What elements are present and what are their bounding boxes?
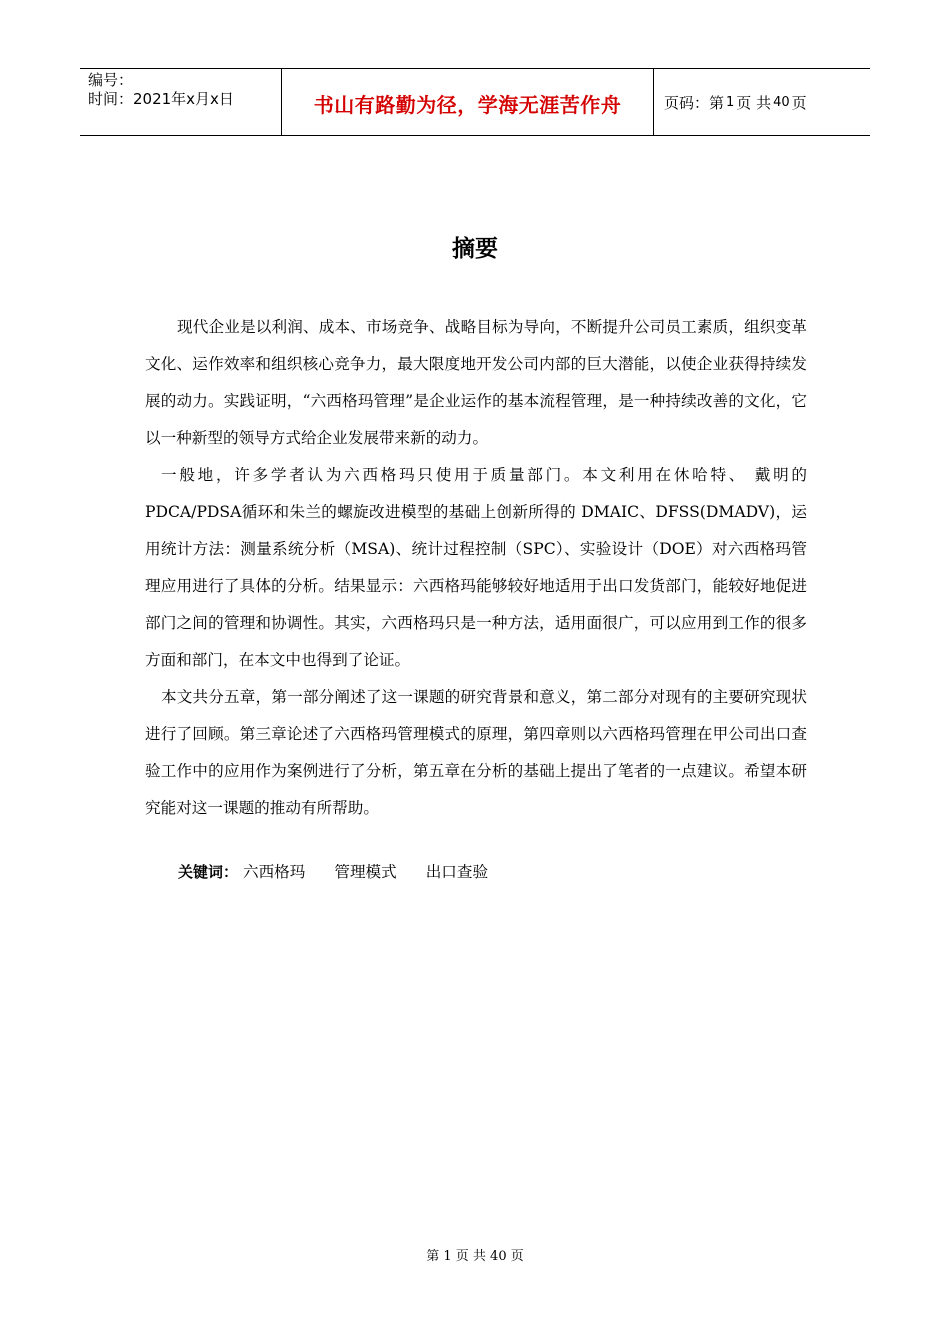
document-time: 时间：2021年x月x日 <box>88 90 234 108</box>
keyword-item: 管理模式 <box>334 863 397 881</box>
page-suffix: 页 <box>791 93 807 112</box>
header-page-info <box>654 69 870 135</box>
page-current: 1 <box>726 94 735 110</box>
header-motto: 书山有路勤为径，学海无涯苦作舟 <box>313 92 622 117</box>
keyword-item: 出口查验 <box>425 863 489 881</box>
page-total: 40 <box>773 94 790 110</box>
page-footer: 第 1 页 共 40 页 <box>426 1249 524 1264</box>
abstract-paragraph-2: 一般地，许多学者认为六西格玛只使用于质量部门。本文利用在休哈特、 戴明的PDCA/PDSA循环和朱兰的螺旋改进模型的基础上创新所得的 DMAIC、DFSS(DMADV)，运用统计方法：测量系统分析（MSA)、统计过程控制（SPC）、实验设计（DOE）对六西格玛管理应用进行了具体的分析。结果显示：六西格玛能够较好地适用于出口发货部门，能较好地促进部门之间的管理和协调性。其实，六西格玛只是一种方法，适用面很广，可以应用到工作的很多方面和部门，在本文中也得到了论证。 <box>145 466 807 669</box>
abstract-body <box>145 309 807 827</box>
keywords-label: 关键词： <box>178 863 239 881</box>
page-middle: 页 共 <box>736 93 772 112</box>
header-meta <box>80 69 281 135</box>
abstract-paragraph-1: 现代企业是以利润、成本、市场竞争、战略目标为导向，不断提升公司员工素质，组织变革文化、运作效率和组织核心竞争力，最大限度地开发公司内部的巨大潜能，以使企业获得持续发展的动力。实践证明，“六西格玛管理”是企业运作的基本流程管理，是一种持续改善的文化，它以一种新型的领导方式给企业发展带来新的动力。 <box>145 318 807 447</box>
header-table <box>80 68 870 136</box>
keywords-line <box>178 857 512 887</box>
document-number: 编号： <box>88 71 134 89</box>
keyword-item: 六西格玛 <box>242 863 306 881</box>
page-title: 摘要 <box>452 236 498 262</box>
page-prefix: 页码：第 <box>664 93 725 112</box>
header-motto-cell <box>281 69 654 135</box>
abstract-paragraph-3: 本文共分五章，第一部分阐述了这一课题的研究背景和意义，第二部分对现有的主要研究现状进行了回顾。第三章论述了六西格玛管理模式的原理，第四章则以六西格玛管理在甲公司出口查验工作中的应用作为案例进行了分析，第五章在分析的基础上提出了笔者的一点建议。希望本研究能对这一课题的推动有所帮助。 <box>145 688 807 817</box>
